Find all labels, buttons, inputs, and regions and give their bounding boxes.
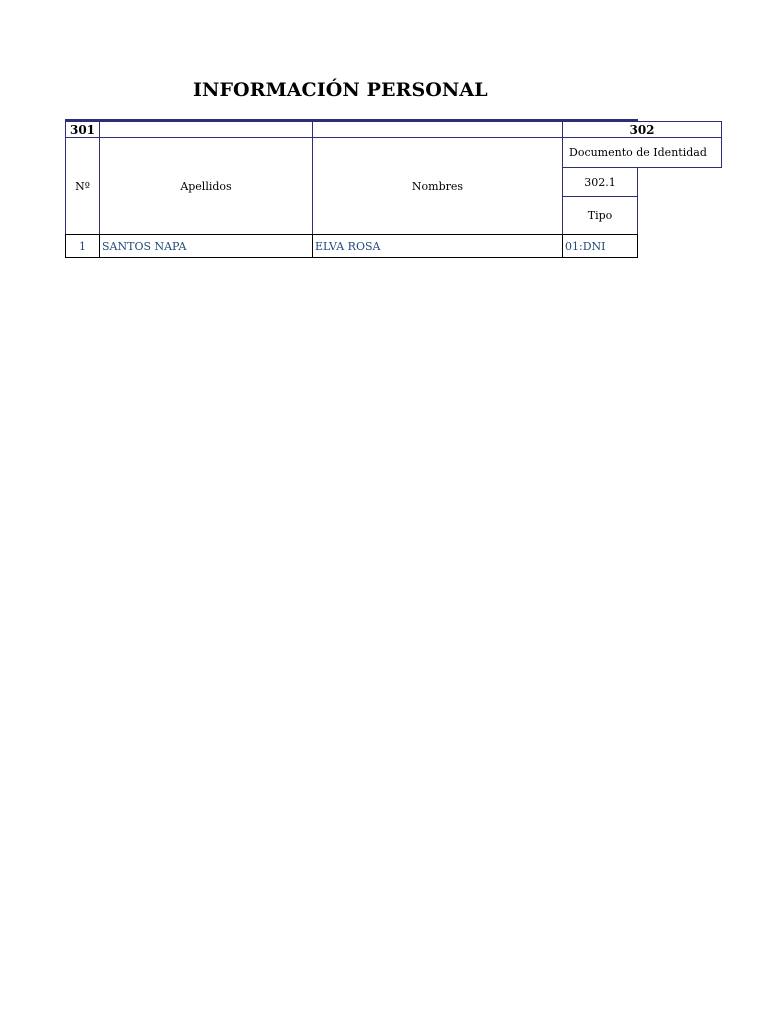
- row-1-apellidos: SANTOS NAPA: [99, 234, 313, 258]
- row-1-nombres: ELVA ROSA: [312, 234, 563, 258]
- code-cell-nombres: [312, 121, 563, 138]
- code-cell-302-text: 302: [629, 122, 655, 137]
- personal-info-table: [65, 119, 707, 264]
- header-nombres: Nombres: [312, 137, 563, 235]
- row-1-numero: 1: [65, 234, 100, 258]
- code-cell-apellidos: [99, 121, 313, 138]
- code-cell-301: 301: [65, 121, 100, 138]
- header-documento: Documento de Identidad: [562, 137, 722, 168]
- row-1-tipo: 01:DNI: [562, 234, 638, 258]
- header-apellidos: Apellidos: [99, 137, 313, 235]
- page-title: INFORMACIÓN PERSONAL: [193, 79, 488, 101]
- header-numero: Nº: [65, 137, 100, 235]
- header-doc-tipo: Tipo: [562, 196, 638, 235]
- code-cell-302: [562, 121, 722, 138]
- header-doc-code: 302.1: [562, 167, 638, 197]
